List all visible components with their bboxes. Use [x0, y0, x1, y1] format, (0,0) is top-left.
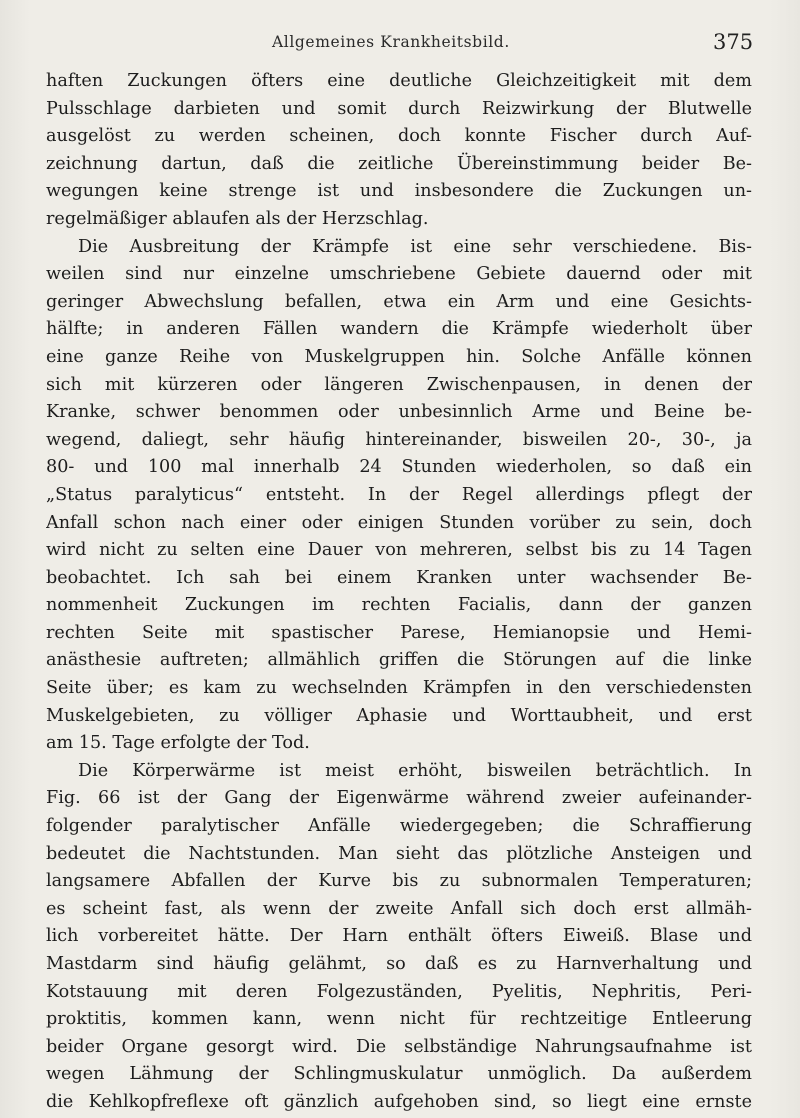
- text-line: Pulsschlage darbieten und somit durch Reizwirkung der Blutwelle: [46, 98, 752, 119]
- text-line: geringer Abwechslung befallen, etwa ein Arm und eine Gesichts-: [46, 291, 752, 312]
- text-line: proktitis, kommen kann, wenn nicht für rechtzeitige Entleerung: [46, 1009, 752, 1030]
- text-line: ausgelöst zu werden scheinen, doch konnte Fischer durch Auf-: [46, 126, 752, 147]
- text-line: Die Ausbreitung der Krämpfe ist eine sehr verschiedene. Bis-: [78, 236, 752, 257]
- text-line: Muskelgebieten, zu völliger Aphasie und Worttaubheit, und erst: [46, 705, 752, 726]
- text-line: hälfte; in anderen Fällen wandern die Krämpfe wiederholt über: [46, 319, 752, 340]
- text-line: Kranke, schwer benommen oder unbesinnlich Arme und Beine be-: [46, 402, 752, 423]
- text-line: die Kehlkopfreflexe oft gänzlich aufgehoben sind, so liegt eine ernste: [46, 1091, 752, 1112]
- text-line: beider Organe gesorgt wird. Die selbständige Nahrungsaufnahme ist: [46, 1036, 752, 1057]
- text-line: wegungen keine strenge ist und insbesondere die Zuckungen un-: [46, 181, 752, 202]
- text-line: wegen Lähmung der Schlingmuskulatur unmöglich. Da außerdem: [46, 1064, 752, 1085]
- text-line: beobachtet. Ich sah bei einem Kranken unter wachsender Be-: [46, 567, 752, 588]
- page-number: 375: [713, 30, 754, 54]
- text-line: Mastdarm sind häufig gelähmt, so daß es zu Harnverhaltung und: [46, 954, 752, 974]
- text-line: zeichnung dartun, daß die zeitliche Übereinstimmung beider Be-: [46, 153, 752, 174]
- running-title: Allgemeines Krankheitsbild.: [272, 33, 510, 51]
- text-line: anästhesie auftreten; allmählich griffen die Störungen auf die linke: [46, 650, 752, 671]
- text-line: Seite über; es kam zu wechselnden Krämpfen in den verschiedensten: [46, 678, 752, 699]
- text-line: haften Zuckungen öfters eine deutliche Gleichzeitigkeit mit dem: [46, 71, 752, 91]
- text-line: nommenheit Zuckungen im rechten Facialis, dann der ganzen: [46, 595, 752, 616]
- text-line: weilen sind nur einzelne umschriebene Gebiete dauernd oder mit: [46, 264, 752, 285]
- text-line: bedeutet die Nachtstunden. Man sieht das plötzliche Ansteigen und: [46, 843, 752, 864]
- text-line: am 15. Tage erfolgte der Tod.: [46, 733, 310, 754]
- text-line: lich vorbereitet hätte. Der Harn enthält öfters Eiweiß. Blase und: [46, 926, 752, 947]
- text-line: Fig. 66 ist der Gang der Eigenwärme während zweier aufeinander-: [46, 788, 752, 809]
- text-line: wird nicht zu selten eine Dauer von mehreren, selbst bis zu 14 Tagen: [46, 540, 752, 561]
- text-line: Anfall schon nach einer oder einigen Stunden vorüber zu sein, doch: [46, 512, 752, 533]
- text-line: es scheint fast, als wenn der zweite Anfall sich doch erst allmäh-: [46, 898, 752, 919]
- body-text: [46, 68, 752, 1117]
- text-line: rechten Seite mit spastischer Parese, Hemianopsie und Hemi-: [46, 622, 752, 643]
- text-line: Die Körperwärme ist meist erhöht, bisweilen beträchtlich. In: [78, 760, 752, 781]
- text-line: „Status paralyticus“ entsteht. In der Regel allerdings pflegt der: [46, 484, 752, 505]
- text-line: eine ganze Reihe von Muskelgruppen hin. Solche Anfälle können: [46, 346, 752, 367]
- text-line: folgender paralytischer Anfälle wiedergegeben; die Schraffierung: [46, 816, 752, 837]
- text-line: 80- und 100 mal innerhalb 24 Stunden wiederholen, so daß ein: [46, 457, 752, 478]
- text-line: Kotstauung mit deren Folgezuständen, Pyelitis, Nephritis, Peri-: [46, 981, 752, 1002]
- text-line: wegend, daliegt, sehr häufig hintereinander, bisweilen 20-, 30-, ja: [46, 429, 752, 450]
- text-line: regelmäßiger ablaufen als der Herzschlag.: [46, 208, 429, 229]
- text-line: sich mit kürzeren oder längeren Zwischenpausen, in denen der: [46, 374, 752, 395]
- running-head: [0, 30, 800, 60]
- text-line: langsamere Abfallen der Kurve bis zu subnormalen Temperaturen;: [46, 871, 752, 892]
